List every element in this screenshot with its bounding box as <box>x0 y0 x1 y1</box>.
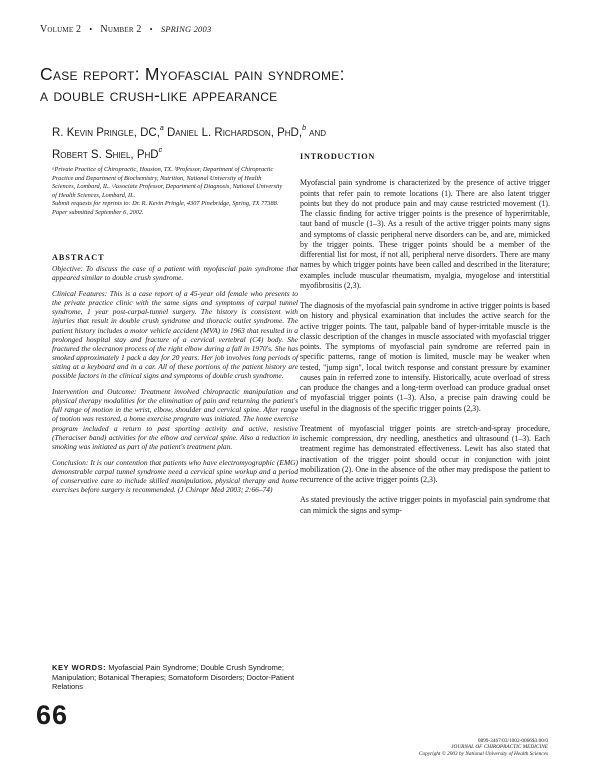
author-2-affil-mark: b <box>302 125 306 132</box>
footer-code: 0899-3467/03/1002-0066$3.00/0 <box>477 738 548 744</box>
author-3-affil-mark: c <box>158 147 163 154</box>
author-3: Robert S. Shiel, PhD <box>52 149 159 161</box>
author-1-affil-mark: a <box>159 125 164 132</box>
introduction-heading: INTRODUCTION <box>300 152 376 161</box>
title-line-2: a double crush-like appearance <box>40 85 278 105</box>
keywords <box>52 663 298 692</box>
abstract-heading: ABSTRACT <box>52 253 105 262</box>
header-separator: • <box>89 24 93 34</box>
affiliation-text: ᵃPrivate Practice of Chiropractic, Houston, TX. ᵇProfessor, Department of Chiropractic Practice and Department of Biochemistry, Nutrition, National University of Health Sciences, Lombard, IL. ᶜAssociate Professor, Department of Diagnosis, National University of Health Sciences, Lombard, IL. <box>52 166 283 199</box>
abstract-body <box>52 264 298 501</box>
intro-paragraph-4: As stated previously the active trigger points in myofascial pain syndrome that can mimick the signs and symp- <box>300 495 550 515</box>
journal-footer <box>360 738 548 757</box>
abstract-objective: Objective: To discuss the case of a patient with myofascial pain syndrome that appeared similar to double crush syndrome. <box>52 264 298 283</box>
intro-paragraph-1: Myofascial pain syndrome is characterized by the presence of active trigger points that refer pain to remote locations (1). There are also latent trigger points but they do not produce pain and may cause restricted movement (1). The classic finding for active trigger points is the presence of hyperirritable, taut band of muscle (1–3). As a result of the active trigger points many signs and symptoms of classic peripheral nerve disorders can be, and are, mimicked by the trigger points. These trigger points should be a member of the differential list for most, if not all, peripheral nerve disorders. There are many names by which trigger points have been called and described in the literature; examples include muscular rheumatism, myalgia, myogelose and interstitial myofibrositis (2,3). <box>300 178 550 290</box>
abstract-intervention: Intervention and Outcome: Treatment involved chiropractic manipulation and physical therapy modalities for the elimination of pain and returning the patient's full range of motion in the wrist, elbow, shoulder and cervical spine. After range of motion was restored, a home exercise program was initiated. The home exercise program included a return to past sporting activity and active, resistive (Theraciser band) activities for the elbow and cervical spine. Also a reduction in smoking was initiated as part of the patient's treatment plan. <box>52 387 298 451</box>
header-season: SPRING 2003 <box>160 24 212 34</box>
page-number: 66 <box>36 700 69 730</box>
author-1: R. Kevin Pringle, DC, <box>52 127 160 139</box>
header-volume: Volume 2 <box>40 24 82 35</box>
affiliation-note <box>52 166 284 218</box>
author-2: Daniel L. Richardson, PhD, <box>167 127 303 139</box>
abstract-clinical-features: Clinical Features: This is a case report of a 45-year old female who presents to the private practice clinic with the same signs and symptoms of carpal tunnel syndrome, 1 year post-carpal-tunnel surgery. The history is consistent with injuries that result in double crush syndrome and thoracic outlet syndrome. The patient history includes a motor vehicle accident (MVA) in 1963 that resulted in a prolonged hospital stay and fracture of a cervical vertebral (C4) body. She fractured the olecranon process of the right elbow during a fall in 1970's. She has smoked approximately 1 pack a day for 20 years. Her job involves long periods of sitting at a keyboard and in a car. All of these portions of the patient history are possible factors in the clinical signs and symptoms of double crush syndrome. <box>52 289 298 381</box>
abstract-conclusion: Conclusion: It is our contention that patients who have electromyographic (EMG) demonstrable carpal tunnel syndrome need a cervical spine workup and a period of conservative care to include skilled manipulation, physical therapy and home exercises before surgery is recommended. (J Chiropr Med 2003; 2:66–74) <box>52 457 298 495</box>
running-header <box>40 24 211 35</box>
article-title <box>40 64 520 106</box>
header-number: Number 2 <box>100 24 142 35</box>
author-conjunction: and <box>309 127 327 139</box>
intro-paragraph-3: Treatment of myofascial trigger points are stretch-and-spray procedure, ischemic compression, dry needling, anesthetics and ultrasound (1–3). Each treatment regime has demonstrated effectiveness. Lewit has also stated that inactivation of the trigger point should occur in conjunction with joint mobilization (2). One in the absence of the other may predispose the patient to recurrence of the active trigger points (2,3). <box>300 423 550 484</box>
footer-journal: JOURNAL OF CHIROPRACTIC MEDICINE <box>451 744 548 751</box>
header-separator: • <box>149 24 153 34</box>
introduction-section <box>300 152 550 526</box>
submission-date: Paper submitted September 6, 2002. <box>52 208 144 216</box>
keywords-text: Myofascial Pain Syndrome; Double Crush Syndrome; Manipulation; Botanical Therapies; Somatoform Disorders; Doctor-Patient Relations <box>52 663 295 692</box>
intro-paragraph-2: The diagnosis of the myofascial pain syndrome in active trigger points is based on history and physical examination that includes the active search for the active trigger points. The taut, palpable band of hyper-irritable muscle is the classic description of the changes in muscle associated with myofascial trigger points. The symptoms of myofascial pain syndrome are referred pain in specific patterns, range of motion is limited, muscle may be weaker when tested, "jump sign", local twitch response and constant pressure by examiner causes pain in referred zone to intensify. Historically, acute overload of stress can produce the changes and a long-term overload can produce gradual onset of myofascial trigger points (1–3). Also, a precise pain drawing could be useful in the diagnosis of the specific trigger points (2,3). <box>300 301 550 413</box>
keywords-label: KEY WORDS: <box>52 663 107 672</box>
title-line-1: Case report: Myofascial pain syndrome: <box>40 64 345 84</box>
footer-copyright: Copyright © 2003 by National University of Health Sciences <box>418 750 548 757</box>
reprint-request: Submit requests for reprints to: Dr. R. Kevin Pringle, 4307 Pinebridge, Spring, TX 77388. <box>52 200 279 208</box>
